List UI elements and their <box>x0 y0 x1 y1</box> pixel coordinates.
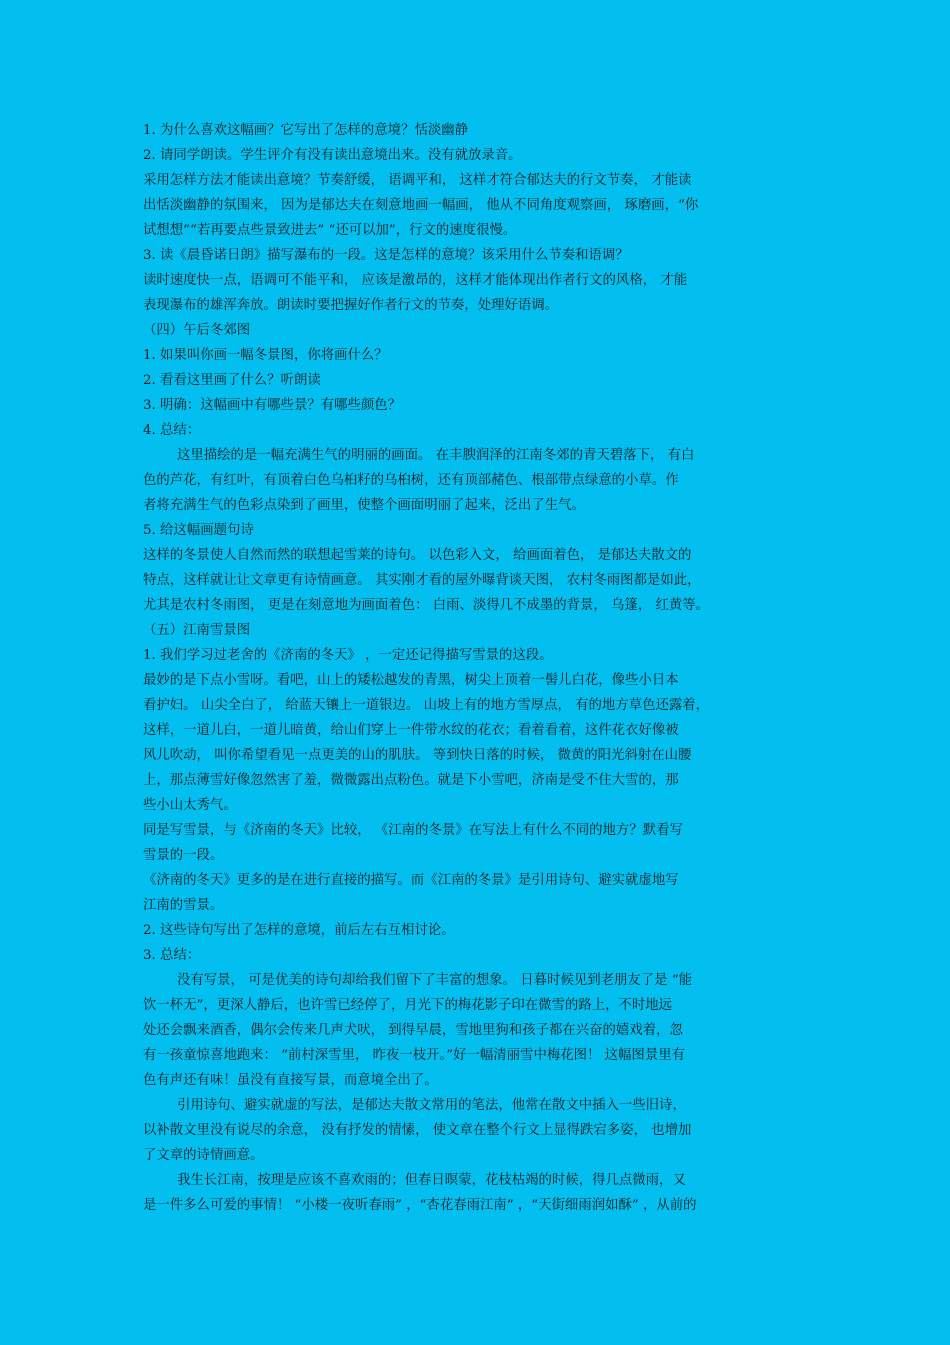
text-line: 色有声还有味！虽没有直接写景，而意境全出了。 <box>143 1073 438 1088</box>
text-line: 这样，一道儿白，一道儿暗黄，给山们穿上一件带水纹的花衣；看着看着，这件花衣好像被 <box>143 723 679 738</box>
text-line: （五）江南雪景图 <box>143 623 251 638</box>
text-line: 4. 总结： <box>143 423 201 438</box>
text-line: 上，那点薄雪好像忽然害了羞，微微露出点粉色。就是下小雪吧，济南是受不住大雪的，那 <box>143 773 679 788</box>
text-line: 2. 看看这里画了什么？听朗读 <box>143 373 321 388</box>
text-line: 2. 这些诗句写出了怎样的意境，前后左右互相讨论。 <box>143 923 455 938</box>
text-line: 3. 明确：这幅画中有哪些景？有哪些颜色？ <box>143 398 402 413</box>
text-line: 最妙的是下点小雪呀。看吧，山上的矮松越发的青黑，树尖上顶着一髻儿白花，像些小日本 <box>143 673 679 688</box>
text-line: 些小山太秀气。 <box>143 798 237 813</box>
text-line: 同是写雪景，与《济南的冬天》比较， 《江南的冬景》在写法上有什么不同的地方？默看写 <box>143 823 683 838</box>
text-line: 1. 如果叫你画一幅冬景图，你将画什么？ <box>143 348 388 363</box>
text-line: 没有写景， 可是优美的诗句却给我们留下了丰富的想象。 日暮时候见到老朋友了是 “能 <box>177 973 693 988</box>
text-line: 处还会飘来酒香，偶尔会传来几声犬吠， 到得早晨，雪地里狗和孩子都在兴奋的嬉戏着，忽 <box>143 1023 683 1038</box>
text-line: 5. 给这幅画题句诗 <box>143 523 254 538</box>
text-line: 雪景的一段。 <box>143 848 224 863</box>
text-line: 是一件多么可爱的事情！ “小楼一夜听春雨” ，“杏花春雨江南” ，“天街细雨润如酥” ，从前的 <box>143 1198 697 1213</box>
text-line: 风儿吹动， 叫你希望看见一点更美的山的肌肤。 等到快日落的时候， 微黄的阳光斜射在山腰 <box>143 748 692 763</box>
text-line: 引用诗句、避实就虚的写法，是郁达夫散文常用的笔法，他常在散文中插入一些旧诗， <box>177 1098 686 1113</box>
text-line: 有一孩童惊喜地跑来： “前村深雪里， 昨夜一枝开。”好一幅清丽雪中梅花图！ 这幅图景里有 <box>143 1048 685 1063</box>
text-line: 表现瀑布的雄浑奔放。朗读时要把握好作者行文的节奏，处理好语调。 <box>143 298 559 313</box>
text-line: 3. 总结： <box>143 948 201 963</box>
text-line: 特点，这样就让让文章更有诗情画意。 其实刚才看的屋外曝背谈天图， 农村冬雨图都是如此， <box>143 573 701 588</box>
text-line: 这里描绘的是一幅充满生气的明丽的画面。 在丰腴润泽的江南冬郊的青天碧落下， 有白 <box>177 448 695 463</box>
text-line: 我生长江南，按理是应该不喜欢雨的；但春日暝蒙，花枝枯竭的时候，得几点微雨，又 <box>177 1173 686 1188</box>
text-line: 饮一杯无”，更深人静后，也许雪已经停了，月光下的梅花影子印在微雪的路上，不时地远 <box>143 998 673 1013</box>
text-line: 《济南的冬天》更多的是在进行直接的描写。而《江南的冬景》是引用诗句、避实就虚地写 <box>143 873 679 888</box>
document-body <box>143 118 805 1218</box>
text-line: 出恬淡幽静的氛围来， 因为是郁达夫在刻意地画一幅画， 他从不同角度观察画， 琢磨画，“你 <box>143 198 699 213</box>
text-line: 江南的雪景。 <box>143 898 224 913</box>
text-line: （四）午后冬郊图 <box>143 323 251 338</box>
text-line: 色的芦花，有红叶，有顶着白色乌桕籽的乌桕树，还有顶部赭色、根部带点绿意的小草。作 <box>143 473 679 488</box>
text-line: 者将充满生气的色彩点染到了画里，使整个画面明丽了起来，泛出了生气。 <box>143 498 585 513</box>
text-line: 1. 为什么喜欢这幅画？它写出了怎样的意境？恬淡幽静 <box>143 123 469 138</box>
text-line: 这样的冬景使人自然而然的联想起雪莱的诗句。 以色彩入文， 给画面着色， 是郁达夫散文的 <box>143 548 692 563</box>
text-line: 了文章的诗情画意。 <box>143 1148 264 1163</box>
text-line: 1. 我们学习过老舍的《济南的冬天》 ，一定还记得描写雪景的这段。 <box>143 648 553 663</box>
text-line: 试想想”“若再要点些景致进去” “还可以加”，行文的速度很慢。 <box>143 223 517 238</box>
text-line: 采用怎样方法才能读出意境？节奏舒缓， 语调平和， 这样才符合郁达夫的行文节奏， 才能读 <box>143 173 692 188</box>
text-line: 读时速度快一点，语调可不能平和， 应该是激昂的，这样才能体现出作者行文的风格， 才能 <box>143 273 688 288</box>
text-line: 3. 读《晨昏诺日朗》描写瀑布的一段。这是怎样的意境？该采用什么节奏和语调？ <box>143 248 629 263</box>
text-line: 2. 请同学朗读。学生评介有没有读出意境出来。没有就放录音。 <box>143 148 522 163</box>
text-line: 尤其是农村冬雨图， 更是在刻意地为画面着色： 白雨、淡得几不成墨的背景， 乌篷， 红黄等。 <box>143 598 710 613</box>
text-line: 看护妇。 山尖全白了， 给蓝天镶上一道银边。 山坡上有的地方雪厚点， 有的地方草色还露着， <box>143 698 710 713</box>
text-line: 以补散文里没有说尽的余意， 没有抒发的情愫， 使文章在整个行文上显得跌宕多姿， 也增加 <box>143 1123 692 1138</box>
